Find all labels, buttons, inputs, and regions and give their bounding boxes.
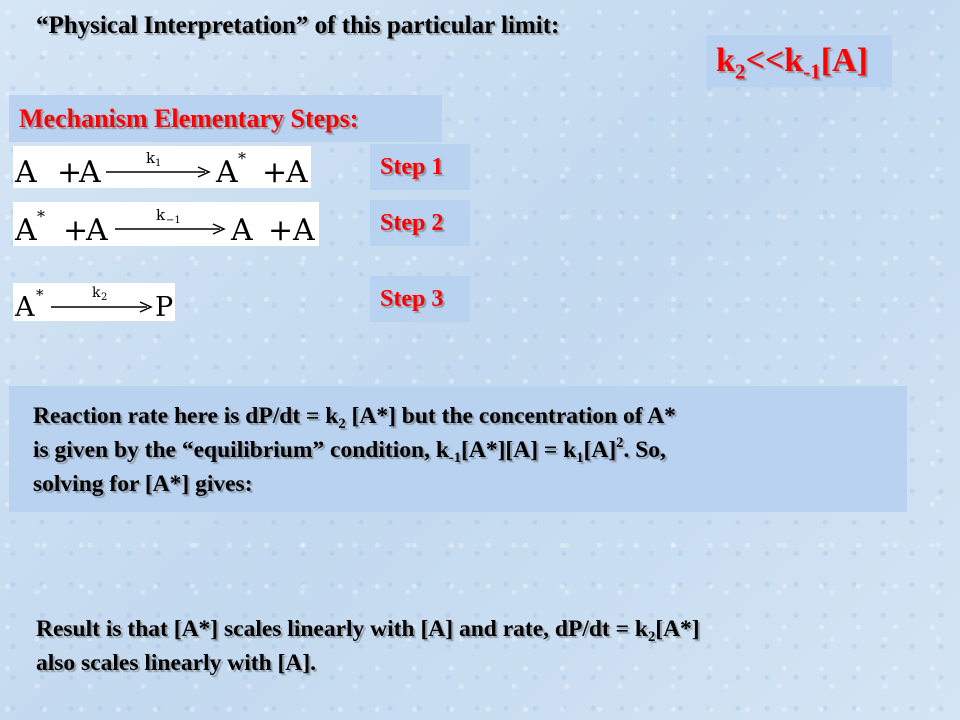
eq1-plus-1: +: [57, 155, 83, 188]
info-line-3: solving for [A*] gives:: [33, 471, 253, 497]
eq1-star: *: [238, 149, 246, 168]
eq1-plus-2: +: [262, 155, 288, 188]
info-line2-a: is given by the “equilibrium” condition, k: [33, 437, 449, 463]
info-line2-sub1: -1: [448, 450, 462, 467]
equation-step-3: [13, 283, 175, 321]
condition-k: k: [716, 42, 735, 79]
eq1-lhs-a2: A: [79, 155, 101, 188]
info-line2-d: . So,: [623, 437, 666, 463]
eq1-rhs-a1: A: [216, 155, 238, 188]
info-line2-sup: 2: [616, 434, 624, 451]
eq1-k: k: [146, 149, 156, 167]
step-3-label: Step 3: [370, 276, 470, 322]
equation-step-1: [13, 146, 311, 188]
rate-explanation-box: [9, 386, 907, 512]
condition-k-sub: 2: [734, 59, 746, 84]
info-line1-b: [A*] but the concentration of A*: [345, 403, 676, 429]
info-line1-a: Reaction rate here is dP/dt = k: [33, 403, 339, 429]
condition-op: <<k: [745, 42, 804, 79]
info-line2-c: [A]: [583, 437, 617, 463]
result-line1-a: Result is that [A*] scales linearly with [A] and rate, dP/dt = k: [36, 616, 648, 642]
condition-k2-sub: -1: [803, 59, 821, 84]
eq2-rhs-a1: A: [231, 213, 253, 246]
mechanism-heading: Mechanism Elementary Steps:: [9, 95, 442, 142]
eq3-rhs-p: P: [155, 292, 174, 321]
condition-conc: [A]: [820, 42, 868, 79]
info-line-1: [33, 399, 907, 433]
eq1-rhs-a2: A: [286, 155, 308, 188]
eq2-lhs-a2: A: [86, 213, 108, 246]
eq2-rhs-a2: A: [293, 213, 315, 246]
limit-condition: [706, 35, 892, 87]
result-line1-sub: 2: [647, 629, 656, 646]
eq2-plus-1: +: [63, 213, 89, 246]
eq2-k-sub: −1: [166, 215, 181, 226]
result-statement: [36, 612, 700, 680]
step-1-label: Step 1: [370, 144, 470, 190]
result-line-1: [36, 612, 700, 646]
eq1-lhs-a1: A: [15, 155, 37, 188]
eq2-lhs-a1: A: [15, 213, 37, 246]
info-line-2: [33, 433, 907, 467]
eq1-k-sub: 1: [155, 158, 162, 169]
info-line2-b: [A*][A] = k: [461, 437, 577, 463]
eq3-star: *: [36, 286, 44, 304]
eq3-k-sub: 2: [101, 292, 108, 303]
slide-title: “Physical Interpretation” of this particular limit:: [36, 12, 560, 39]
info-line2-sub2: 1: [576, 450, 584, 467]
step-2-label: Step 2: [370, 200, 470, 246]
eq2-k: k: [156, 206, 166, 224]
equation-step-2: [13, 202, 319, 246]
info-line1-sub: 2: [338, 416, 346, 433]
eq3-k: k: [92, 285, 101, 301]
eq3-lhs-a: A: [15, 292, 35, 321]
result-line-2: also scales linearly with [A].: [36, 650, 317, 676]
eq2-star: *: [37, 207, 45, 226]
eq2-plus-2: +: [268, 213, 294, 246]
result-line1-b: [A*]: [655, 616, 700, 642]
